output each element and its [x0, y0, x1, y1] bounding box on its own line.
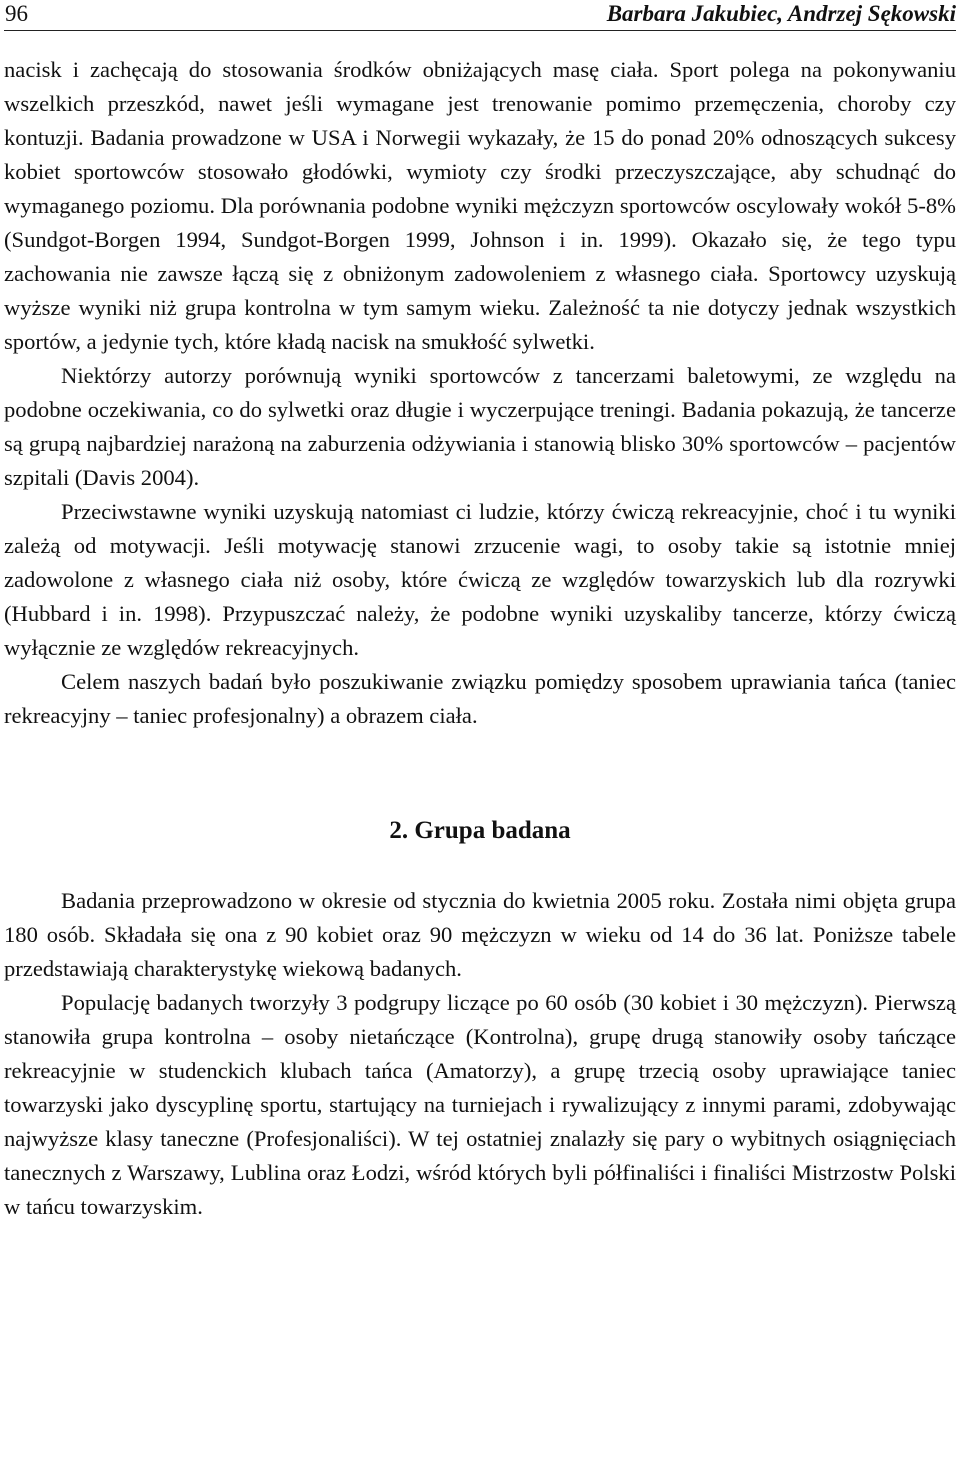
paragraph: Niektórzy autorzy porównują wyniki sportowców z tancerzami baletowymi, ze względu na podobne oczekiwania, co do sylwetki oraz długie i wyczerpujące treningi. Badania pokazują, że tancerze są grupą najbardziej narażoną na zaburzenia odżywiania i stanowią blisko 30% sportowców – pacjentów szpitali (Davis 2004). — [4, 363, 956, 490]
paragraph: Populację badanych tworzyły 3 podgrupy liczące po 60 osób (30 kobiet i 30 mężczyzn). Pierwszą stanowiła grupa kontrolna – osoby nietańczące (Kontrolna), grupę drugą stanowiły osoby tańczące rekreacyjnie w studenckich klubach tańca (Amatorzy), a grupę trzecią osoby uprawiające taniec towarzyski jako dyscyplinę sportu, startujący na turniejach i rywalizujący z innymi parami, zdobywając najwyższe klasy taneczne (Profesjonaliści). W tej ostatniej znalazły się pary o wybitnych osiągnięciach tanecznych z Warszawy, Lublina oraz Łodzi, wśród których byli półfinaliści i finaliści Mistrzostw Polski w tańcu towarzyskim. — [4, 990, 956, 1219]
paragraph: Badania przeprowadzono w okresie od stycznia do kwietnia 2005 roku. Została nimi objęta grupa 180 osób. Składała się ona z 90 kobiet oraz 90 mężczyzn w wieku od 14 do 36 lat. Poniższe tabele przedstawiają charakterystykę wiekową badanych. — [4, 888, 956, 981]
paragraph: nacisk i zachęcają do stosowania środków obniżających masę ciała. Sport polega na pokonywaniu wszelkich przeszkód, nawet jeśli wymagane jest trenowanie pomimo przemęczenia, choroby czy kontuzji. Badania prowadzone w USA i Norwegii wykazały, że 15 do ponad 20% odnoszących sukcesy kobiet sportowców stosowało głodówki, wymioty czy środki przeczyszczające, aby schudnąć do wymaganego poziomu. Dla porównania podobne wyniki mężczyzn sportowców oscylowały wokół 5-8% (Sundgot-Borgen 1994, Sundgot-Borgen 1999, Johnson i in. 1999). Okazało się, że tego typu zachowania nie zawsze łączą się z obniżonym zadowoleniem z własnego ciała. Sportowcy uzyskują wyższe wyniki niż grupa kontrolna w tym samym wieku. Zależność ta nie dotyczy jednak wszystkich sportów, a jedynie tych, które kładą nacisk na smukłość sylwetki. — [4, 57, 956, 354]
running-header-authors: Barbara Jakubiec, Andrzej Sękowski — [606, 1, 956, 26]
document-page — [4, 0, 956, 1224]
paragraph: Celem naszych badań było poszukiwanie związku pomiędzy sposobem uprawiania tańca (taniec rekreacyjny – taniec profesjonalny) a obrazem ciała. — [4, 669, 956, 728]
running-header — [4, 0, 956, 31]
body-text — [4, 53, 956, 1224]
section-heading: 2. Grupa badana — [389, 817, 571, 844]
page-number: 96 — [5, 1, 28, 26]
paragraph: Przeciwstawne wyniki uzyskują natomiast ci ludzie, którzy ćwiczą rekreacyjnie, choć i tu wyniki zależą od motywacji. Jeśli motywację stanowi zrzucenie wagi, to osoby takie są istotnie mniej zadowolone z własnego ciała niż osoby, które ćwiczą ze względów towarzyskich lub dla rozrywki (Hubbard i in. 1998). Przypuszczać należy, że podobne wyniki uzyskaliby tancerze, którzy ćwiczą wyłącznie ze względów rekreacyjnych. — [4, 499, 956, 660]
